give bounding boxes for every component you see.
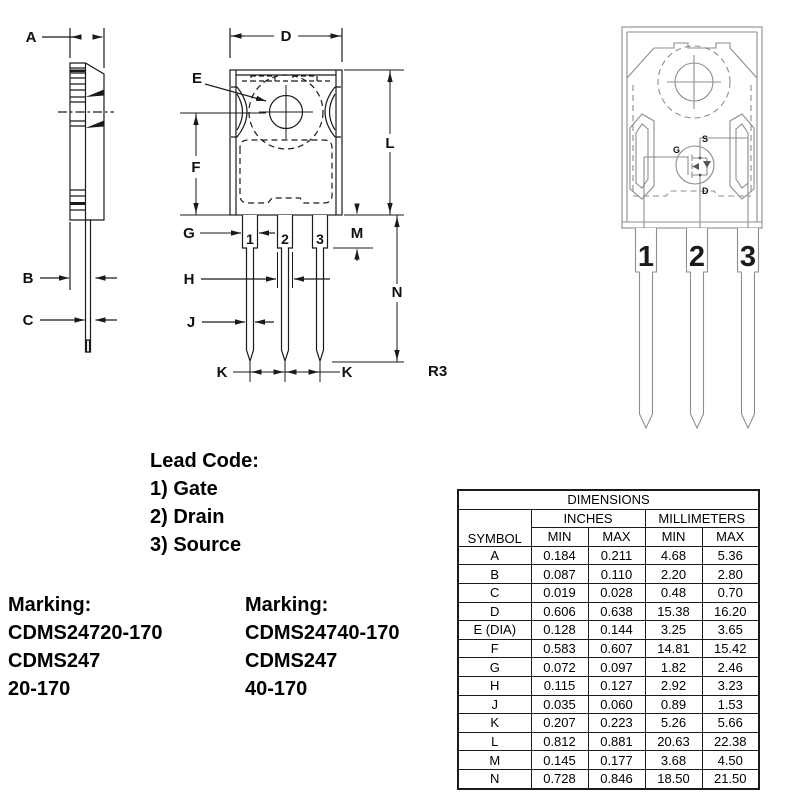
cell-in-max: 0.846 [588, 769, 645, 788]
cell-in-max: 0.110 [588, 565, 645, 584]
cell-in-min: 0.087 [531, 565, 588, 584]
cell-in-min: 0.019 [531, 583, 588, 602]
mosfet-gate-label: G [672, 145, 680, 155]
table-row [458, 639, 759, 658]
side-view-drawing [40, 28, 117, 352]
cell-mm-min: 15.38 [645, 602, 702, 621]
table-row [458, 602, 759, 621]
cell-mm-min: 3.25 [645, 621, 702, 640]
cell-in-min: 0.728 [531, 769, 588, 788]
lead-code-item-gate: 1) Gate [150, 478, 218, 500]
cell-mm-max: 2.80 [702, 565, 759, 584]
cell-in-min: 0.583 [531, 639, 588, 658]
cell-mm-max: 5.66 [702, 714, 759, 733]
table-title: DIMENSIONS [458, 490, 759, 509]
cell-mm-max: 2.46 [702, 658, 759, 677]
dim-label-b: B [22, 270, 34, 287]
cell-in-min: 0.035 [531, 695, 588, 714]
table-row [458, 769, 759, 788]
table-row [458, 714, 759, 733]
hole-label-e: E [191, 70, 203, 87]
cell-in-min: 0.115 [531, 676, 588, 695]
front-view-drawing [180, 28, 404, 382]
cell-in-min: 0.072 [531, 658, 588, 677]
marking-line: 20-170 [8, 678, 71, 700]
cell-in-min: 0.184 [531, 546, 588, 565]
cell-symbol: A [458, 546, 531, 565]
dim-label-c: C [22, 312, 34, 329]
cell-in-max: 0.060 [588, 695, 645, 714]
dim-label-m: M [350, 225, 364, 242]
cell-symbol: F [458, 639, 531, 658]
cell-in-min: 0.606 [531, 602, 588, 621]
cell-in-min: 0.128 [531, 621, 588, 640]
cell-in-max: 0.028 [588, 583, 645, 602]
cell-in-min: 0.812 [531, 732, 588, 751]
dim-label-l: L [385, 135, 395, 152]
cell-in-max: 0.097 [588, 658, 645, 677]
dim-label-g: G [183, 225, 195, 242]
cell-mm-max: 0.70 [702, 583, 759, 602]
lead-code-item-source: 3) Source [150, 534, 242, 556]
dim-label-a: A [25, 29, 37, 46]
cell-mm-max: 15.42 [702, 639, 759, 658]
dim-label-n: N [391, 284, 403, 301]
front-pin-2-label: 2 [281, 231, 289, 247]
cell-in-max: 0.211 [588, 546, 645, 565]
cell-symbol: C [458, 583, 531, 602]
side-lead [86, 220, 91, 352]
col-header-symbol: SYMBOL [458, 509, 531, 546]
col-header-min-in: MIN [531, 528, 588, 547]
marking-line: 40-170 [245, 678, 308, 700]
front-pin-3-label: 3 [316, 231, 324, 247]
cell-symbol: G [458, 658, 531, 677]
cell-in-max: 0.127 [588, 676, 645, 695]
cell-mm-max: 3.65 [702, 621, 759, 640]
table-title-row [458, 490, 759, 509]
cell-mm-min: 2.92 [645, 676, 702, 695]
cell-mm-max: 16.20 [702, 602, 759, 621]
cell-mm-min: 18.50 [645, 769, 702, 788]
dim-label-k-left: K [216, 364, 228, 381]
cell-mm-min: 2.20 [645, 565, 702, 584]
dim-label-f: F [191, 159, 201, 176]
table-row [458, 676, 759, 695]
col-header-min-mm: MIN [645, 528, 702, 547]
cell-symbol: J [458, 695, 531, 714]
corner-radius-label: R3 [428, 363, 448, 380]
rear-pin-3-label: 3 [739, 241, 757, 273]
cell-in-min: 0.145 [531, 751, 588, 770]
table-row [458, 546, 759, 565]
table-row [458, 695, 759, 714]
marking-line: CDMS247 [245, 650, 338, 672]
lead-code-item-drain: 2) Drain [150, 506, 225, 528]
cell-symbol: L [458, 732, 531, 751]
cell-in-max: 0.144 [588, 621, 645, 640]
cell-mm-min: 3.68 [645, 751, 702, 770]
marking-line: CDMS24740-170 [245, 622, 400, 644]
table-row [458, 583, 759, 602]
cell-mm-max: 3.23 [702, 676, 759, 695]
cell-in-max: 0.223 [588, 714, 645, 733]
table-row [458, 621, 759, 640]
table-row [458, 565, 759, 584]
mosfet-source-label: S [702, 134, 709, 144]
cell-mm-min: 20.63 [645, 732, 702, 751]
table-row [458, 751, 759, 770]
cell-symbol: D [458, 602, 531, 621]
lead-code-block [150, 447, 259, 559]
cell-mm-min: 1.82 [645, 658, 702, 677]
dim-label-j: J [186, 314, 196, 331]
lead-code-title: Lead Code: [150, 450, 259, 472]
cell-mm-max: 22.38 [702, 732, 759, 751]
cell-mm-max: 21.50 [702, 769, 759, 788]
cell-mm-min: 14.81 [645, 639, 702, 658]
col-header-max-mm: MAX [702, 528, 759, 547]
rear-pin-1-label: 1 [637, 241, 655, 273]
marking-block-1 [8, 591, 163, 703]
rear-pin-2-label: 2 [688, 241, 706, 273]
cell-symbol: E (DIA) [458, 621, 531, 640]
cell-mm-min: 4.68 [645, 546, 702, 565]
group-header-millimeters: MILLIMETERS [645, 509, 759, 528]
col-header-max-in: MAX [588, 528, 645, 547]
cell-symbol: M [458, 751, 531, 770]
marking-title: Marking: [245, 594, 329, 616]
cell-symbol: B [458, 565, 531, 584]
cell-symbol: K [458, 714, 531, 733]
cell-mm-max: 1.53 [702, 695, 759, 714]
table-units-row [458, 509, 759, 528]
cell-mm-min: 0.48 [645, 583, 702, 602]
marking-block-2 [245, 591, 400, 703]
table-row [458, 658, 759, 677]
cell-mm-min: 0.89 [645, 695, 702, 714]
cell-symbol: N [458, 769, 531, 788]
mosfet-drain-label: D [702, 186, 709, 196]
cell-mm-max: 4.50 [702, 751, 759, 770]
cell-in-max: 0.881 [588, 732, 645, 751]
rear-view-drawing [622, 27, 762, 428]
dim-label-d: D [280, 28, 292, 45]
cell-in-max: 0.177 [588, 751, 645, 770]
group-header-inches: INCHES [531, 509, 645, 528]
cell-in-max: 0.607 [588, 639, 645, 658]
dim-label-h: H [183, 271, 195, 288]
front-pin-1-label: 1 [246, 231, 254, 247]
cell-mm-min: 5.26 [645, 714, 702, 733]
marking-line: CDMS247 [8, 650, 101, 672]
marking-line: CDMS24720-170 [8, 622, 163, 644]
cell-symbol: H [458, 676, 531, 695]
dim-label-k-right: K [341, 364, 353, 381]
cell-in-min: 0.207 [531, 714, 588, 733]
table-row [458, 732, 759, 751]
cell-mm-max: 5.36 [702, 546, 759, 565]
dimensions-table [457, 489, 760, 790]
cell-in-max: 0.638 [588, 602, 645, 621]
marking-title: Marking: [8, 594, 92, 616]
